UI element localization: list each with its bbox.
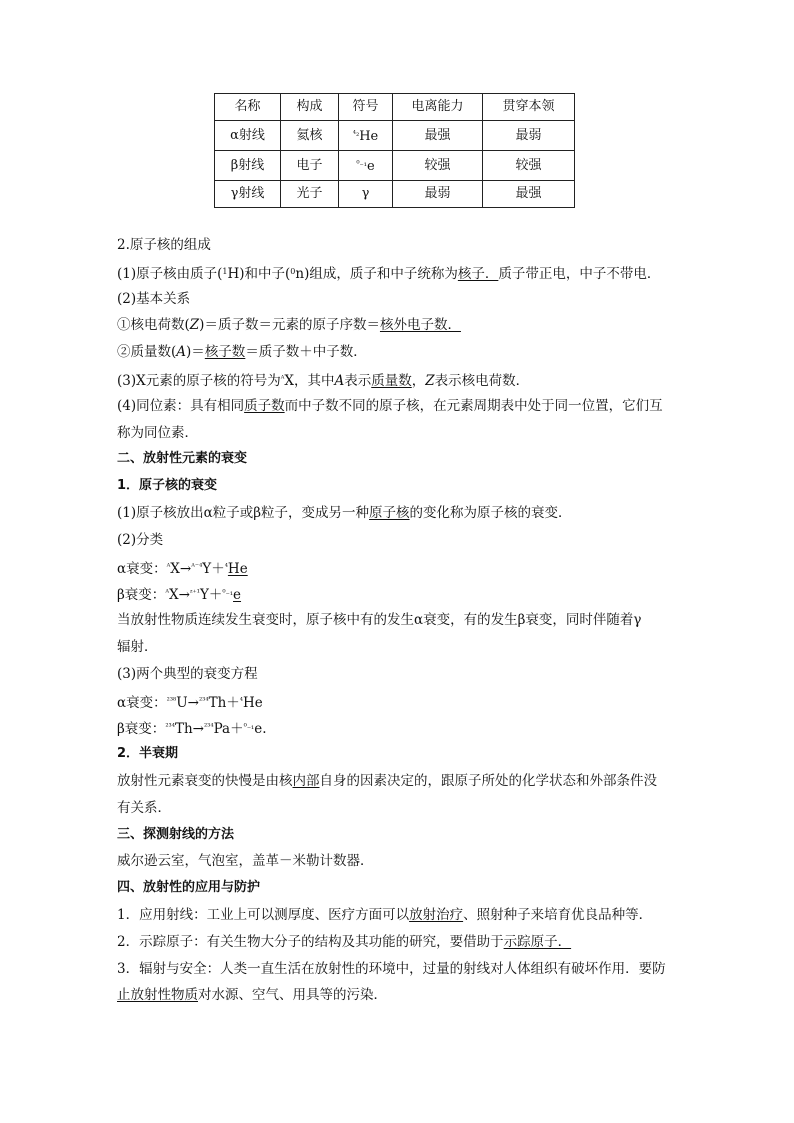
paragraph: 称为同位素． (117, 424, 198, 441)
text: 对水源、空气、用具等的污染． (198, 987, 387, 1004)
nuclide-mark: ᴬ (280, 373, 285, 383)
paragraph: 3．辐射与安全：人类一直生活在放射性的环境中，过量的射线对人体组织有破坏作用．要防 (117, 960, 666, 977)
text: 表示 (344, 372, 372, 389)
paragraph (117, 500, 682, 527)
text: ， (411, 372, 426, 389)
table-cell: 最强 (393, 121, 483, 151)
table-cell: α射线 (215, 121, 281, 151)
underlined-answer: 原子核 (369, 504, 410, 521)
paragraph: 辐射． (117, 638, 158, 655)
subsection-heading: 1．原子核的衰变 (117, 478, 218, 494)
symbol-text: He (359, 129, 379, 144)
symbol-text: e (366, 159, 375, 174)
radiation-table (214, 93, 575, 208)
decay-example-alpha (117, 688, 682, 715)
table-header-cell: 构成 (281, 94, 339, 121)
underlined-answer: 放射治疗 (409, 906, 464, 923)
table-header-row (215, 94, 575, 121)
table-cell: 最弱 (483, 121, 575, 151)
paragraph (117, 393, 682, 420)
text: β衰变： (117, 587, 166, 604)
text: α衰变： (117, 560, 167, 577)
text: X，其中 (284, 372, 335, 389)
decay-equation-beta (117, 580, 682, 607)
table-header-cell: 符号 (339, 94, 393, 121)
text: X→ (170, 560, 192, 577)
underlined-answer: 示踪原子． (503, 933, 572, 950)
paragraph (117, 366, 682, 393)
text: 放射性元素衰变的快慢是由核 (117, 772, 293, 789)
underlined-answer: 核子． (457, 265, 499, 282)
section-heading: 2.原子核的组成 (117, 237, 211, 253)
underlined-answer: 内部 (292, 772, 320, 789)
table-cell-symbol (339, 151, 393, 181)
underlined-answer: 质子数 (244, 397, 285, 414)
text: )＝ (186, 344, 205, 361)
decay-example-beta (117, 714, 682, 741)
table-cell: 较强 (483, 151, 575, 181)
text: 自身的因素决定的，跟原子所处的化学状态和外部条件没 (319, 772, 657, 789)
table-cell: 最弱 (393, 181, 483, 208)
variable: Z (189, 317, 200, 334)
subsection-heading: 2．半衰期 (117, 746, 179, 762)
text: α衰变： (117, 694, 167, 711)
table-cell: γ (339, 181, 393, 208)
text: 而中子数不同的原子核，在元素周期表中处于同一位置，它们互 (284, 397, 663, 414)
variable: A (176, 344, 187, 361)
text: (4)同位素：具有相同 (117, 397, 245, 414)
section-heading: 三、探测射线的方法 (117, 826, 235, 842)
paragraph: (3)两个典型的衰变方程 (117, 665, 258, 682)
nuclide-mark: ᴬ (165, 588, 169, 598)
table-cell: 电子 (281, 151, 339, 181)
text: X→ (168, 587, 190, 604)
decay-equation-alpha (117, 554, 682, 581)
variable: A (334, 372, 345, 389)
text: e. (254, 721, 267, 738)
nuclide-mark: ²³⁴ (203, 722, 214, 732)
paragraph: 威尔逊云室，气泡室，盖革－米勒计数器． (117, 853, 374, 870)
text: β衰变： (117, 721, 166, 738)
table-cell: β射线 (215, 151, 281, 181)
paragraph (117, 902, 682, 929)
nuclide-mark: ᶻ⁺¹ (189, 588, 200, 598)
paragraph: 有关系． (117, 799, 171, 816)
text: Th→ (174, 721, 204, 738)
text: Th＋ (208, 694, 240, 711)
nuclide-mark: ⁰₋₁ (356, 159, 367, 168)
underlined-answer: He (227, 560, 248, 577)
nuclide-mark: ⁰₋₁ (222, 588, 234, 598)
underlined-answer: 核子数 (204, 344, 246, 361)
paragraph (117, 929, 682, 956)
text: (1)原子核放出α粒子或β粒子，变成另一种 (117, 504, 370, 521)
text: 的变化称为原子核的衰变． (409, 504, 572, 521)
paragraph (117, 768, 682, 795)
table-cell: 氦核 (281, 121, 339, 151)
nuclide-mark: 1 (222, 266, 228, 276)
nuclide-mark: ⁴ (224, 561, 228, 571)
text: Y＋ (199, 587, 223, 604)
nuclide-mark: 0 (290, 266, 296, 276)
table-row (215, 151, 575, 181)
text: 2．示踪原子：有关生物大分子的结构及其功能的研究，要借助于 (117, 933, 504, 950)
nuclide-mark: ⁴ (239, 695, 243, 705)
table-header-cell: 名称 (215, 94, 281, 121)
text: 1．应用射线：工业上可以测厚度、医疗方面可以 (117, 906, 410, 923)
paragraph (117, 259, 682, 286)
table-cell: γ射线 (215, 181, 281, 208)
table-cell-symbol (339, 121, 393, 151)
nuclide-mark: ⁴₂ (352, 129, 360, 138)
text: 、照射种子来培育优良品种等． (463, 906, 653, 923)
text: n)组成，质子和中子统称为 (295, 265, 458, 282)
text: He (243, 694, 263, 711)
text: 表示核电荷数． (434, 372, 530, 389)
underlined-answer: 质量数 (371, 372, 412, 389)
text: 质子带正电，中子不带电． (498, 265, 661, 282)
paragraph: (2)分类 (117, 531, 164, 548)
paragraph (117, 982, 682, 1009)
underlined-answer: 止放射性物质 (117, 987, 198, 1004)
paragraph (117, 312, 682, 339)
paragraph: (2)基本关系 (117, 290, 191, 307)
table-header-cell: 贯穿本领 (483, 94, 575, 121)
table-row (215, 181, 575, 208)
table-cell: 最强 (483, 181, 575, 208)
text: Pa＋ (213, 721, 244, 738)
text: ＝质子数＋中子数． (245, 344, 367, 361)
section-heading: 二、放射性元素的衰变 (117, 451, 248, 467)
table-cell: 较强 (393, 151, 483, 181)
nuclide-mark: ᴬ⁻⁴ (191, 561, 203, 571)
text: H)和中子( (227, 265, 291, 282)
document-body (117, 232, 682, 1009)
table-row (215, 121, 575, 151)
text: )＝质子数＝元素的原子序数＝ (199, 317, 380, 334)
text: (3)X元素的原子核的符号为 (117, 372, 281, 389)
underlined-answer: 核外电子数． (379, 317, 461, 334)
nuclide-mark: ᴬ (166, 561, 171, 571)
section-heading: 四、放射性的应用与防护 (117, 880, 261, 896)
table-cell: 光子 (281, 181, 339, 208)
nuclide-mark: ²³⁸ (166, 695, 177, 705)
table-header-cell: 电离能力 (393, 94, 483, 121)
paragraph (117, 339, 682, 366)
text: (1)原子核由质子( (117, 265, 223, 282)
text: U→ (176, 694, 199, 711)
underlined-answer: e (233, 587, 242, 604)
text: Y＋ (202, 560, 225, 577)
variable: Z (425, 372, 435, 389)
nuclide-mark: ²³⁴ (198, 695, 209, 705)
paragraph: 当放射性物质连续发生衰变时，原子核中有的发生α衰变，有的发生β衰变，同时伴随着γ (117, 612, 642, 629)
nuclide-mark: ⁰₋₁ (243, 722, 255, 732)
text: ②质量数( (117, 344, 177, 361)
nuclide-mark: ²³⁴ (165, 722, 175, 732)
text: ①核电荷数( (117, 317, 190, 334)
